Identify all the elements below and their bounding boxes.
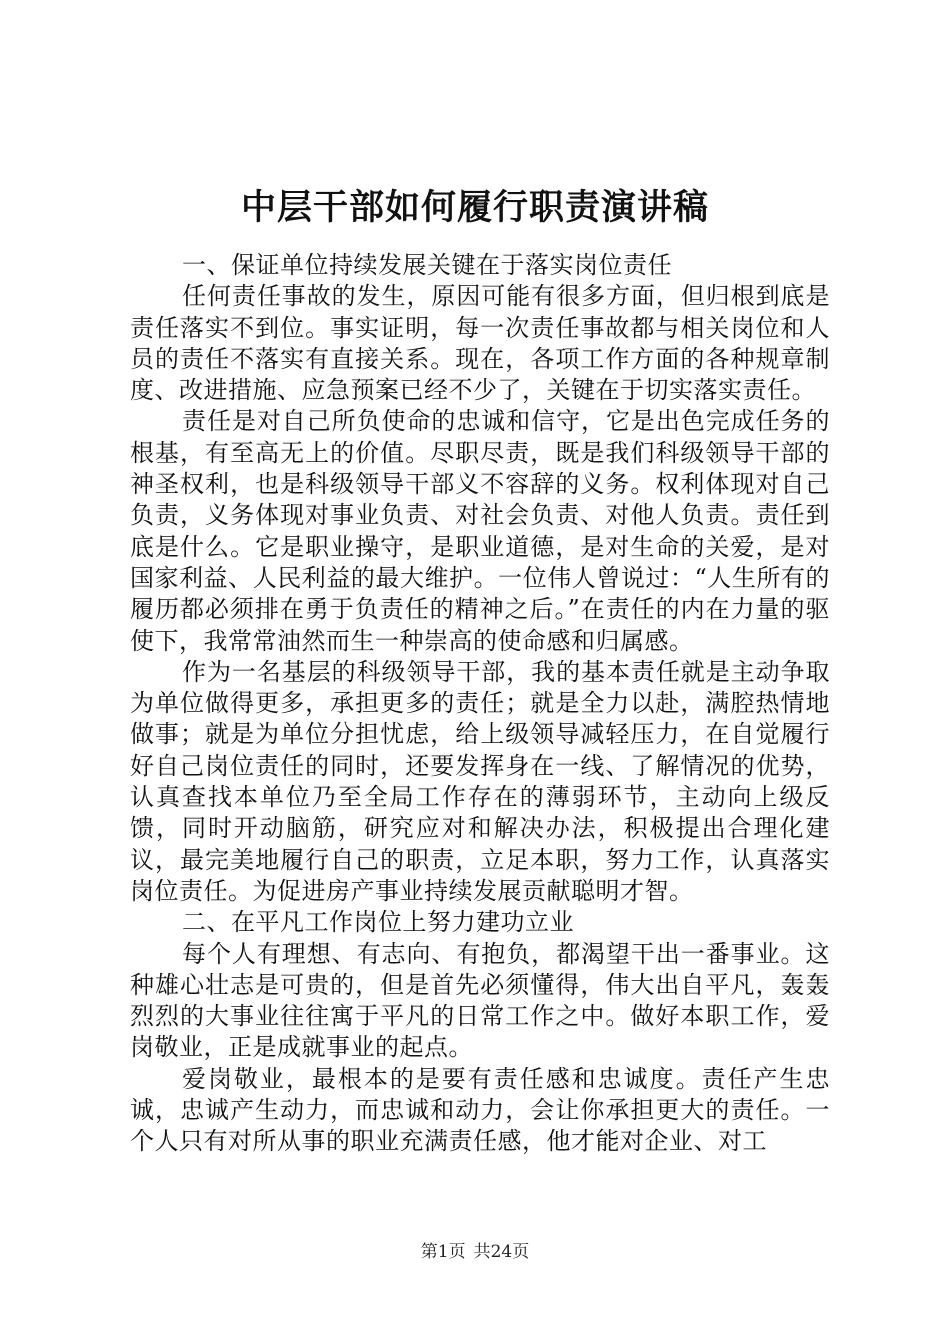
paragraph-2: 责任是对自己所负使命的忠诚和信守，它是出色完成任务的根基，有至高无上的价值。尽职尽责，既是我们科级领导干部的神圣权利，也是科级领导干部义不容辞的义务。权利体现对自己负责，义务体现对事业负责、对社会负责、对他人负责。责任到底是什么。它是职业操守，是职业道德，是对生命的关爱，是对国家利益、人民利益的最大维护。一位伟人曾说过：“人生所有的履历都必须排在勇于负责任的精神之后。”在责任的内在力量的驱使下，我常常油然而生一种崇高的使命感和归属感。 (130, 407, 830, 655)
page-footer (0, 1240, 950, 1264)
paragraph-1: 任何责任事故的发生，原因可能有很多方面，但归根到底是责任落实不到位。事实证明，每一次责任事故都与相关岗位和人员的责任不落实有直接关系。现在，各项工作方面的各种规章制度、改进措施、应急预案已经不少了，关键在于切实落实责任。 (130, 282, 830, 405)
document-body (130, 203, 830, 1158)
document-title: 中层干部如何履行职责演讲稿 (240, 187, 709, 228)
page-number: 第1页 (420, 1242, 466, 1262)
title-spacer (130, 203, 830, 250)
paragraph-5: 爱岗敬业，最根本的是要有责任感和忠诚度。责任产生忠诚，忠诚产生动力，而忠诚和动力，会让你承担更大的责任。一个人只有对所从事的职业充满责任感，他才能对企业、对工 (130, 1064, 830, 1156)
paragraph-3: 作为一名基层的科级领导干部，我的基本责任就是主动争取为单位做得更多，承担更多的责任；就是全力以赴，满腔热情地做事；就是为单位分担忧虑，给上级领导减轻压力，在自觉履行好自己岗位责任的同时，还要发挥身在一线、了解情况的优势，认真查找本单位乃至全局工作存在的薄弱环节，主动向上级反馈，同时开动脑筋，研究应对和解决办法，积极提出合理化建议，最完美地履行自己的职责，立足本职，努力工作，认真落实岗位责任。为促进房产事业持续发展贡献聪明才智。 (130, 657, 830, 905)
section-heading-1: 一、保证单位持续发展关键在于落实岗位责任 (182, 251, 672, 279)
paragraph-4: 每个人有理想、有志向、有抱负，都渴望干出一番事业。这种雄心壮志是可贵的，但是首先必须懂得，伟大出自平凡，轰轰烈烈的大事业往往寓于平凡的日常工作之中。做好本职工作，爱岗敬业，正是成就事业的起点。 (130, 939, 830, 1062)
section-heading-2: 二、在平凡工作岗位上努力建功立业 (182, 908, 574, 937)
total-pages: 共24页 (473, 1242, 530, 1262)
